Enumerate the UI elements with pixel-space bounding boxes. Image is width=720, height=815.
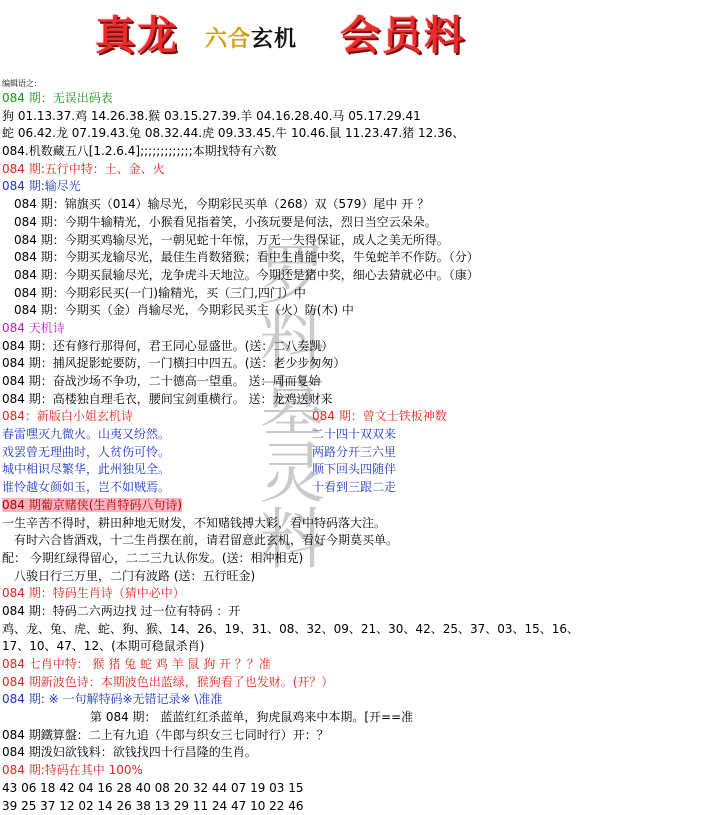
lose-all-line: 084 期：今期彩民买(一门)输精光，买（三门,四门）中 <box>2 285 718 303</box>
one-sentence-heading: 084 期: ※ 一句解特码※无错记录※ \准准 <box>2 691 718 709</box>
poem-row <box>2 479 718 497</box>
lose-all-line: 084 期：今期牛输精光，小猴看见指着笑，小孩玩要是何法，烈日当空云朵朵。 <box>2 214 718 232</box>
poem-right-line: 顺下回头四随伴 <box>300 461 396 479</box>
poem-right-line: 十看到三跟二走 <box>300 479 396 497</box>
header-title-mid-a: 六合 <box>205 26 251 52</box>
small-note: 编辑语之: <box>2 78 718 90</box>
number-list-line: 17、10、47、12、(本期可稳鼠杀肖) <box>2 638 718 656</box>
poem-right-line: 两路分开三六里 <box>300 444 396 462</box>
heaven-poem-heading: 084 天机诗 <box>2 320 718 338</box>
gambler-poem-line: 有时六合皆酒戏，十二生肖摆在前，请君留意此玄机，看好今期莫买单。 <box>2 532 718 550</box>
one-sentence-line: 第 084 期： 蓝蓝红红杀蓝单，狗虎鼠鸡来中本期。[开==准 <box>2 709 718 727</box>
poem-headings-row <box>2 408 718 426</box>
zodiac-numbers-row-1: 狗 01.13.37.鸡 14.26.38.猴 03.15.27.39.羊 04.16.28.40.马 05.17.29.41 <box>2 108 718 126</box>
poem-row <box>2 461 718 479</box>
gambler-poem-line: 配： 今期红绿得留心，二二三九认你发。(送：相冲相克) <box>2 550 718 568</box>
machine-numbers-line: 084.机数藏五八[1.2.6.4];;;;;;;;;;;;;本期找特有六数 <box>2 143 718 161</box>
gambler-poem-line: 八骏日行三万里，二门有波路 (送：五行旺金) <box>2 568 718 586</box>
new-white-lady-poem-heading: 084：新版白小姐玄机诗 <box>2 408 300 426</box>
header-title-right: 会员料 <box>340 10 466 62</box>
gambler-poem-heading <box>2 497 718 515</box>
lose-all-line: 084 期：锦旗买（014）输尽光，今期彩民买单（268）双（579）尾中 开 ？ <box>2 196 718 214</box>
seven-zodiac-line: 084 七肖中特： 猴 猪 兔 蛇 鸡 羊 鼠 狗 开 ？？准 <box>2 656 718 674</box>
heaven-poem-line: 084 期：还有修行那得何，君王同心显盛世。(送：二八奏凯） <box>2 338 718 356</box>
wave-color-poem-line: 084 期新波色诗：本期波色出蓝绿，猴狗看了也发财。(开？） <box>2 674 718 692</box>
zodiac-numbers-row-2: 蛇 06.42.龙 07.19.43.兔 08.32.44.虎 09.33.45.牛 10.46.鼠 11.23.47.猪 12.36、 <box>2 125 718 143</box>
poem-left-line: 戏罢曾无理曲时，人贫伤可怜。 <box>2 444 300 462</box>
content-body <box>2 78 718 815</box>
gambler-poem-heading-text: 084 期葡京赌侠(生肖特码八句诗) <box>2 498 182 512</box>
watermark-text: 罗料墓灵料 <box>200 60 330 750</box>
poem-right-line: 二十四十双双来 <box>300 426 396 444</box>
poem-row <box>2 444 718 462</box>
poem-left-line: 城中相识尽繁华，此州独见全。 <box>2 461 300 479</box>
zodiac-poem-heading: 084 期：特码生肖诗（猜中必中） <box>2 585 718 603</box>
header-title-middle <box>205 24 297 54</box>
poem-left-line: 谁怜越女颜如玉，岂不如贼焉。 <box>2 479 300 497</box>
number-list-line: 鸡、龙、兔、虎、蛇、狗、猴、14、26、19、31、08、32、09、21、30、42、25、37、03、15、16、 <box>2 621 718 639</box>
no-error-table-heading: 084 期：无误出码表 <box>2 90 718 108</box>
lose-all-line: 084 期：今期买鼠输尽光，龙争虎斗天地泣。今期还是猪中奖，细心去猜就必中。（康） <box>2 267 718 285</box>
poem-left-line: 春雷嘿灭九微火。山夷又纷然。 <box>2 426 300 444</box>
shrew-money-line: 084 期泼妇欲钱料：欲钱找四十行昌隆的生肖。 <box>2 744 718 762</box>
heaven-poem-line: 084 期：高楼独自理毛衣，腰间宝剑重横行。 送：龙鸡送财来 <box>2 391 718 409</box>
lose-all-line: 084 期：今期买龙输尽光，最佳生肖数猪猴；看中生肖能中奖，牛兔蛇羊不作防。（分） <box>2 249 718 267</box>
poem-row <box>2 426 718 444</box>
zodiac-poem-line: 084 期：特码二六两边找 过一位有特码 ：开 <box>2 603 718 621</box>
special-code-numbers-row-2: 39 25 37 12 02 14 26 38 13 29 11 24 47 10 22 46 <box>2 798 718 815</box>
gambler-poem-line: 一生辛苦不得时，耕田种地无财发，不知赌钱搏大彩，看中特码落大注。 <box>2 515 718 533</box>
lose-all-heading: 084 期:输尽光 <box>2 178 718 196</box>
heaven-poem-line: 084 期：捕风捉影蛇要防，一门横扫中四五。(送：老少步匆匆） <box>2 355 718 373</box>
header-title-mid-b: 玄机 <box>251 26 297 52</box>
zeng-iron-plate-heading: 084 期：曾文士铁板神数 <box>300 408 447 426</box>
special-code-heading: 084 期:特码在其中 100% <box>2 762 718 780</box>
special-code-numbers-row-1: 43 06 18 42 04 16 28 40 08 20 32 44 07 19 03 15 <box>2 780 718 798</box>
lose-all-line: 084 期：今期买（金）肖输尽光，今期彩民买主（火）防(木) 中 <box>2 302 718 320</box>
heaven-poem-line: 084 期：奋战沙场不争功，二十德高一望重。 送：周而复始 <box>2 373 718 391</box>
iron-abacus-line: 084 期鐵算盤：二上有九追（牛郎与织女三七同时行）开：？ <box>2 727 718 745</box>
five-elements-line: 084 期:五行中特：土、金、火 <box>2 161 718 179</box>
header-title-left: 真龙 <box>95 10 179 62</box>
lose-all-line: 084 期：今期买鸡输尽光，一朝见蛇十年惊，万无一失得保证，成人之美无所得。 <box>2 232 718 250</box>
